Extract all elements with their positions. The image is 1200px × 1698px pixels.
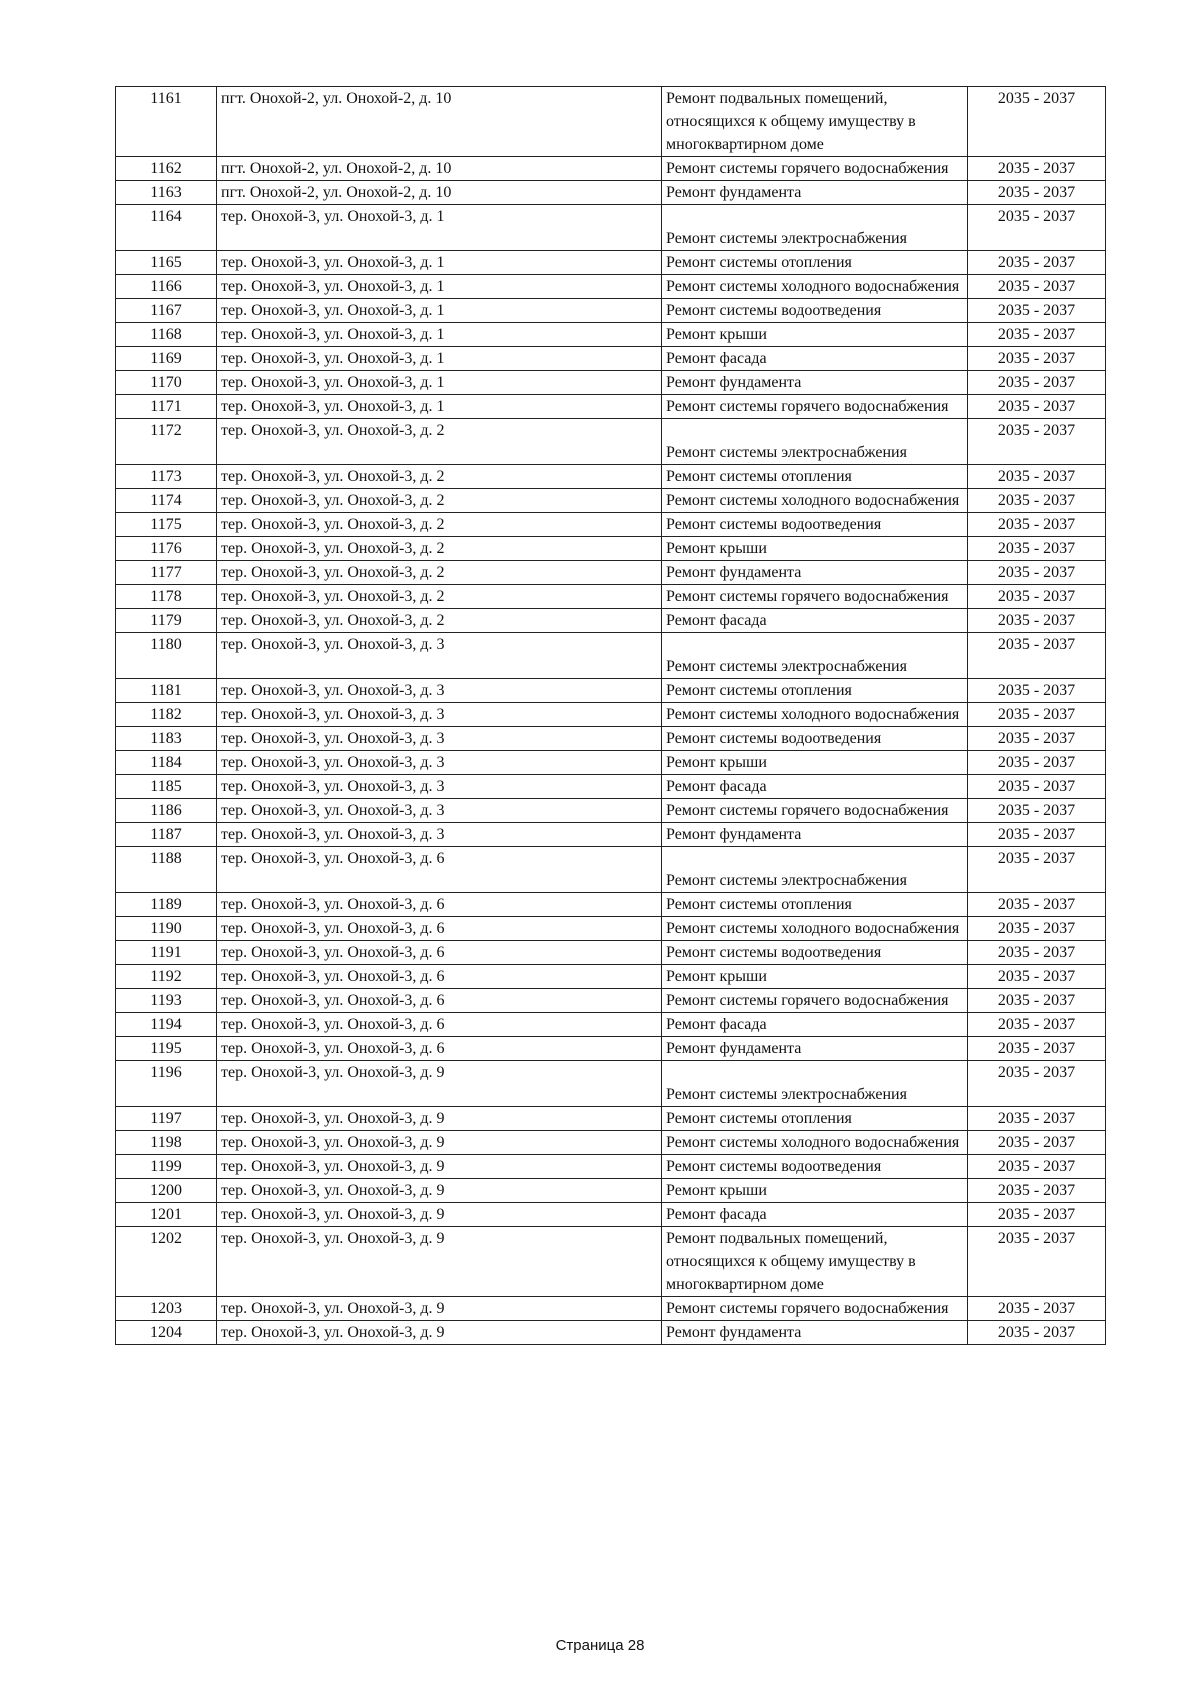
period-cell: 2035 - 2037 [968, 679, 1106, 703]
period-cell: 2035 - 2037 [968, 799, 1106, 823]
work-type-cell: Ремонт фундамента [662, 181, 968, 205]
row-number-cell: 1195 [116, 1037, 217, 1061]
work-type-cell: Ремонт системы водоотведения [662, 727, 968, 751]
row-number-cell: 1198 [116, 1131, 217, 1155]
address-cell: тер. Онохой-3, ул. Онохой-3, д. 1 [217, 323, 662, 347]
work-type-cell: Ремонт фундамента [662, 371, 968, 395]
address-cell: тер. Онохой-3, ул. Онохой-3, д. 6 [217, 1013, 662, 1037]
address-cell: тер. Онохой-3, ул. Онохой-3, д. 3 [217, 633, 662, 679]
address-cell: тер. Онохой-3, ул. Онохой-3, д. 3 [217, 799, 662, 823]
work-type-cell: Ремонт системы холодного водоснабжения [662, 703, 968, 727]
address-cell: тер. Онохой-3, ул. Онохой-3, д. 2 [217, 585, 662, 609]
work-type-cell: Ремонт системы водоотведения [662, 1155, 968, 1179]
period-cell: 2035 - 2037 [968, 561, 1106, 585]
address-cell: тер. Онохой-3, ул. Онохой-3, д. 6 [217, 989, 662, 1013]
work-type-cell: Ремонт системы горячего водоснабжения [662, 989, 968, 1013]
row-number-cell: 1196 [116, 1061, 217, 1107]
work-type-cell: Ремонт подвальных помещений, относящихся к общему имуществу в многоквартирном доме [662, 1227, 968, 1297]
period-cell: 2035 - 2037 [968, 1203, 1106, 1227]
work-type-cell: Ремонт системы электроснабжения [662, 1061, 968, 1107]
work-type-cell: Ремонт фундамента [662, 1037, 968, 1061]
row-number-cell: 1199 [116, 1155, 217, 1179]
table-row [116, 799, 1106, 823]
period-cell: 2035 - 2037 [968, 965, 1106, 989]
row-number-cell: 1187 [116, 823, 217, 847]
address-cell: тер. Онохой-3, ул. Онохой-3, д. 2 [217, 561, 662, 585]
address-cell: тер. Онохой-3, ул. Онохой-3, д. 2 [217, 537, 662, 561]
address-cell: тер. Онохой-3, ул. Онохой-3, д. 1 [217, 275, 662, 299]
address-cell: тер. Онохой-3, ул. Онохой-3, д. 3 [217, 751, 662, 775]
period-cell: 2035 - 2037 [968, 727, 1106, 751]
table-row [116, 989, 1106, 1013]
table-row [116, 465, 1106, 489]
repair-schedule-table [115, 86, 1106, 1345]
table-row [116, 1155, 1106, 1179]
address-cell: тер. Онохой-3, ул. Онохой-3, д. 6 [217, 893, 662, 917]
address-cell: тер. Онохой-3, ул. Онохой-3, д. 2 [217, 513, 662, 537]
table-row [116, 1061, 1106, 1107]
address-cell: тер. Онохой-3, ул. Онохой-3, д. 9 [217, 1321, 662, 1345]
table-row [116, 751, 1106, 775]
table-row [116, 679, 1106, 703]
work-type-cell: Ремонт крыши [662, 537, 968, 561]
period-cell: 2035 - 2037 [968, 87, 1106, 157]
period-cell: 2035 - 2037 [968, 323, 1106, 347]
work-type-cell: Ремонт фасада [662, 1013, 968, 1037]
address-cell: тер. Онохой-3, ул. Онохой-3, д. 2 [217, 489, 662, 513]
table-row [116, 205, 1106, 251]
row-number-cell: 1162 [116, 157, 217, 181]
address-cell: пгт. Онохой-2, ул. Онохой-2, д. 10 [217, 181, 662, 205]
work-type-cell: Ремонт системы водоотведения [662, 299, 968, 323]
table-row [116, 157, 1106, 181]
row-number-cell: 1179 [116, 609, 217, 633]
period-cell: 2035 - 2037 [968, 205, 1106, 251]
work-type-cell: Ремонт системы горячего водоснабжения [662, 799, 968, 823]
work-type-cell: Ремонт системы водоотведения [662, 513, 968, 537]
row-number-cell: 1166 [116, 275, 217, 299]
address-cell: тер. Онохой-3, ул. Онохой-3, д. 3 [217, 727, 662, 751]
table-row [116, 1107, 1106, 1131]
row-number-cell: 1204 [116, 1321, 217, 1345]
period-cell: 2035 - 2037 [968, 703, 1106, 727]
address-cell: тер. Онохой-3, ул. Онохой-3, д. 1 [217, 205, 662, 251]
row-number-cell: 1189 [116, 893, 217, 917]
work-type-cell: Ремонт системы горячего водоснабжения [662, 585, 968, 609]
work-type-cell: Ремонт системы горячего водоснабжения [662, 1297, 968, 1321]
period-cell: 2035 - 2037 [968, 275, 1106, 299]
period-cell: 2035 - 2037 [968, 823, 1106, 847]
row-number-cell: 1163 [116, 181, 217, 205]
address-cell: тер. Онохой-3, ул. Онохой-3, д. 3 [217, 775, 662, 799]
row-number-cell: 1174 [116, 489, 217, 513]
table-row [116, 1179, 1106, 1203]
table-row [116, 489, 1106, 513]
table-row [116, 727, 1106, 751]
address-cell: тер. Онохой-3, ул. Онохой-3, д. 9 [217, 1061, 662, 1107]
work-type-cell: Ремонт системы отопления [662, 465, 968, 489]
period-cell: 2035 - 2037 [968, 395, 1106, 419]
address-cell: тер. Онохой-3, ул. Онохой-3, д. 1 [217, 395, 662, 419]
address-cell: тер. Онохой-3, ул. Онохой-3, д. 9 [217, 1179, 662, 1203]
period-cell: 2035 - 2037 [968, 585, 1106, 609]
row-number-cell: 1175 [116, 513, 217, 537]
period-cell: 2035 - 2037 [968, 893, 1106, 917]
row-number-cell: 1200 [116, 1179, 217, 1203]
work-type-cell: Ремонт фундамента [662, 561, 968, 585]
address-cell: тер. Онохой-3, ул. Онохой-3, д. 3 [217, 703, 662, 727]
table-row [116, 917, 1106, 941]
table-row [116, 941, 1106, 965]
address-cell: тер. Онохой-3, ул. Онохой-3, д. 3 [217, 823, 662, 847]
period-cell: 2035 - 2037 [968, 537, 1106, 561]
period-cell: 2035 - 2037 [968, 1061, 1106, 1107]
work-type-cell: Ремонт фасада [662, 775, 968, 799]
row-number-cell: 1168 [116, 323, 217, 347]
row-number-cell: 1180 [116, 633, 217, 679]
table-body [116, 87, 1106, 1345]
table-row [116, 1013, 1106, 1037]
row-number-cell: 1191 [116, 941, 217, 965]
address-cell: пгт. Онохой-2, ул. Онохой-2, д. 10 [217, 157, 662, 181]
period-cell: 2035 - 2037 [968, 1155, 1106, 1179]
row-number-cell: 1183 [116, 727, 217, 751]
address-cell: тер. Онохой-3, ул. Онохой-3, д. 6 [217, 941, 662, 965]
address-cell: тер. Онохой-3, ул. Онохой-3, д. 1 [217, 251, 662, 275]
table-row [116, 1297, 1106, 1321]
table-row [116, 965, 1106, 989]
work-type-cell: Ремонт системы отопления [662, 1107, 968, 1131]
table-row [116, 823, 1106, 847]
address-cell: тер. Онохой-3, ул. Онохой-3, д. 9 [217, 1203, 662, 1227]
work-type-cell: Ремонт системы электроснабжения [662, 419, 968, 465]
work-type-cell: Ремонт системы холодного водоснабжения [662, 275, 968, 299]
address-cell: тер. Онохой-3, ул. Онохой-3, д. 2 [217, 465, 662, 489]
work-type-cell: Ремонт системы электроснабжения [662, 633, 968, 679]
period-cell: 2035 - 2037 [968, 847, 1106, 893]
period-cell: 2035 - 2037 [968, 1131, 1106, 1155]
row-number-cell: 1176 [116, 537, 217, 561]
work-type-cell: Ремонт системы водоотведения [662, 941, 968, 965]
row-number-cell: 1184 [116, 751, 217, 775]
work-type-cell: Ремонт фундамента [662, 1321, 968, 1345]
work-type-cell: Ремонт системы холодного водоснабжения [662, 489, 968, 513]
work-type-cell: Ремонт крыши [662, 323, 968, 347]
period-cell: 2035 - 2037 [968, 181, 1106, 205]
period-cell: 2035 - 2037 [968, 157, 1106, 181]
period-cell: 2035 - 2037 [968, 1179, 1106, 1203]
period-cell: 2035 - 2037 [968, 1107, 1106, 1131]
table-row [116, 609, 1106, 633]
table-row [116, 1321, 1106, 1345]
table-row [116, 181, 1106, 205]
address-cell: тер. Онохой-3, ул. Онохой-3, д. 2 [217, 609, 662, 633]
row-number-cell: 1192 [116, 965, 217, 989]
work-type-cell: Ремонт системы горячего водоснабжения [662, 157, 968, 181]
address-cell: тер. Онохой-3, ул. Онохой-3, д. 6 [217, 917, 662, 941]
table-row [116, 893, 1106, 917]
row-number-cell: 1170 [116, 371, 217, 395]
address-cell: тер. Онохой-3, ул. Онохой-3, д. 1 [217, 371, 662, 395]
work-type-cell: Ремонт фасада [662, 1203, 968, 1227]
row-number-cell: 1201 [116, 1203, 217, 1227]
address-cell: тер. Онохой-3, ул. Онохой-3, д. 1 [217, 299, 662, 323]
table-row [116, 513, 1106, 537]
table-row [116, 1203, 1106, 1227]
row-number-cell: 1193 [116, 989, 217, 1013]
row-number-cell: 1182 [116, 703, 217, 727]
period-cell: 2035 - 2037 [968, 465, 1106, 489]
period-cell: 2035 - 2037 [968, 347, 1106, 371]
row-number-cell: 1167 [116, 299, 217, 323]
address-cell: тер. Онохой-3, ул. Онохой-3, д. 9 [217, 1107, 662, 1131]
table-row [116, 275, 1106, 299]
table-row [116, 419, 1106, 465]
address-cell: тер. Онохой-3, ул. Онохой-3, д. 9 [217, 1155, 662, 1179]
work-type-cell: Ремонт фасада [662, 609, 968, 633]
work-type-cell: Ремонт фундамента [662, 823, 968, 847]
period-cell: 2035 - 2037 [968, 1037, 1106, 1061]
address-cell: пгт. Онохой-2, ул. Онохой-2, д. 10 [217, 87, 662, 157]
work-type-cell: Ремонт системы горячего водоснабжения [662, 395, 968, 419]
work-type-cell: Ремонт крыши [662, 965, 968, 989]
period-cell: 2035 - 2037 [968, 941, 1106, 965]
table-row [116, 1131, 1106, 1155]
work-type-cell: Ремонт крыши [662, 751, 968, 775]
address-cell: тер. Онохой-3, ул. Онохой-3, д. 9 [217, 1297, 662, 1321]
work-type-cell: Ремонт системы отопления [662, 893, 968, 917]
period-cell: 2035 - 2037 [968, 513, 1106, 537]
address-cell: тер. Онохой-3, ул. Онохой-3, д. 3 [217, 679, 662, 703]
row-number-cell: 1173 [116, 465, 217, 489]
row-number-cell: 1185 [116, 775, 217, 799]
row-number-cell: 1169 [116, 347, 217, 371]
period-cell: 2035 - 2037 [968, 489, 1106, 513]
row-number-cell: 1186 [116, 799, 217, 823]
table-row [116, 395, 1106, 419]
period-cell: 2035 - 2037 [968, 1321, 1106, 1345]
work-type-cell: Ремонт крыши [662, 1179, 968, 1203]
row-number-cell: 1178 [116, 585, 217, 609]
table-row [116, 775, 1106, 799]
period-cell: 2035 - 2037 [968, 1013, 1106, 1037]
period-cell: 2035 - 2037 [968, 1297, 1106, 1321]
table-row [116, 299, 1106, 323]
address-cell: тер. Онохой-3, ул. Онохой-3, д. 1 [217, 347, 662, 371]
row-number-cell: 1165 [116, 251, 217, 275]
table-row [116, 561, 1106, 585]
period-cell: 2035 - 2037 [968, 775, 1106, 799]
work-type-cell: Ремонт системы электроснабжения [662, 847, 968, 893]
period-cell: 2035 - 2037 [968, 251, 1106, 275]
row-number-cell: 1203 [116, 1297, 217, 1321]
table-row [116, 703, 1106, 727]
table-row [116, 323, 1106, 347]
period-cell: 2035 - 2037 [968, 371, 1106, 395]
row-number-cell: 1161 [116, 87, 217, 157]
table-row [116, 633, 1106, 679]
period-cell: 2035 - 2037 [968, 917, 1106, 941]
period-cell: 2035 - 2037 [968, 633, 1106, 679]
work-type-cell: Ремонт системы электроснабжения [662, 205, 968, 251]
address-cell: тер. Онохой-3, ул. Онохой-3, д. 2 [217, 419, 662, 465]
period-cell: 2035 - 2037 [968, 1227, 1106, 1297]
row-number-cell: 1194 [116, 1013, 217, 1037]
row-number-cell: 1197 [116, 1107, 217, 1131]
period-cell: 2035 - 2037 [968, 299, 1106, 323]
period-cell: 2035 - 2037 [968, 609, 1106, 633]
work-type-cell: Ремонт системы отопления [662, 251, 968, 275]
table-row [116, 371, 1106, 395]
table-row [116, 537, 1106, 561]
address-cell: тер. Онохой-3, ул. Онохой-3, д. 6 [217, 965, 662, 989]
page-number: Страница 28 [555, 1637, 645, 1654]
row-number-cell: 1171 [116, 395, 217, 419]
work-type-cell: Ремонт системы холодного водоснабжения [662, 1131, 968, 1155]
period-cell: 2035 - 2037 [968, 419, 1106, 465]
work-type-cell: Ремонт подвальных помещений, относящихся к общему имуществу в многоквартирном доме [662, 87, 968, 157]
row-number-cell: 1177 [116, 561, 217, 585]
table-row [116, 251, 1106, 275]
table-row [116, 1037, 1106, 1061]
period-cell: 2035 - 2037 [968, 989, 1106, 1013]
table-row [116, 847, 1106, 893]
row-number-cell: 1190 [116, 917, 217, 941]
table-row [116, 347, 1106, 371]
address-cell: тер. Онохой-3, ул. Онохой-3, д. 9 [217, 1131, 662, 1155]
table-row [116, 1227, 1106, 1297]
table-row [116, 87, 1106, 157]
period-cell: 2035 - 2037 [968, 751, 1106, 775]
address-cell: тер. Онохой-3, ул. Онохой-3, д. 6 [217, 1037, 662, 1061]
row-number-cell: 1202 [116, 1227, 217, 1297]
table-row [116, 585, 1106, 609]
work-type-cell: Ремонт системы отопления [662, 679, 968, 703]
work-type-cell: Ремонт фасада [662, 347, 968, 371]
row-number-cell: 1188 [116, 847, 217, 893]
address-cell: тер. Онохой-3, ул. Онохой-3, д. 6 [217, 847, 662, 893]
address-cell: тер. Онохой-3, ул. Онохой-3, д. 9 [217, 1227, 662, 1297]
work-type-cell: Ремонт системы холодного водоснабжения [662, 917, 968, 941]
row-number-cell: 1164 [116, 205, 217, 251]
row-number-cell: 1181 [116, 679, 217, 703]
row-number-cell: 1172 [116, 419, 217, 465]
